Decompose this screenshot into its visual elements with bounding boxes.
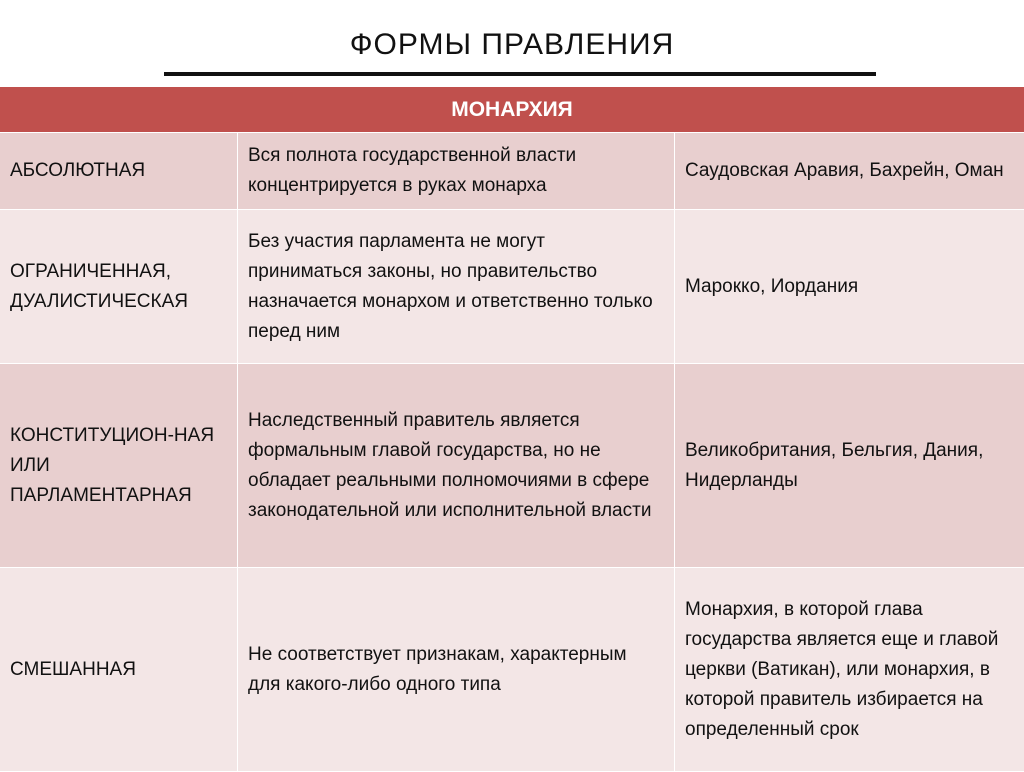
description-cell: Без участия парламента не могут приниматься законы, но правительство назначается монархом и ответственно только перед ним xyxy=(237,210,674,363)
table-row xyxy=(0,210,1024,364)
examples-cell: Саудовская Аравия, Бахрейн, Оман xyxy=(674,133,1024,209)
monarchy-table xyxy=(0,87,1024,772)
examples-cell: Великобритания, Бельгия, Дания, Нидерланды xyxy=(674,364,1024,567)
type-cell: КОНСТИТУЦИОН-НАЯ ИЛИ ПАРЛАМЕНТАРНАЯ xyxy=(10,424,215,506)
table-row xyxy=(0,133,1024,210)
page-title: ФОРМЫ ПРАВЛЕНИЯ xyxy=(349,28,675,61)
description-cell: Наследственный правитель является формальным главой государства, но не обладает реальными полномочиями в сфере законодательной или исполнительной власти xyxy=(237,364,674,567)
table-row xyxy=(0,568,1024,772)
type-cell: ОГРАНИЧЕННАЯ, ДУАЛИСТИЧЕСКАЯ xyxy=(10,260,188,312)
examples-cell: Марокко, Иордания xyxy=(674,210,1024,363)
table-row xyxy=(0,364,1024,568)
table-header: МОНАРХИЯ xyxy=(0,87,1024,133)
description-cell: Вся полнота государственной власти концентрируется в руках монарха xyxy=(237,133,674,209)
examples-cell: Монархия, в которой глава государства является еще и главой церкви (Ватикан), или монархия, в которой правитель избирается на определенный срок xyxy=(674,568,1024,771)
type-cell: АБСОЛЮТНАЯ xyxy=(10,160,146,181)
title-underline xyxy=(164,72,876,76)
description-cell: Не соответствует признакам, характерным для какого-либо одного типа xyxy=(237,568,674,771)
type-cell: СМЕШАННАЯ xyxy=(10,658,136,680)
